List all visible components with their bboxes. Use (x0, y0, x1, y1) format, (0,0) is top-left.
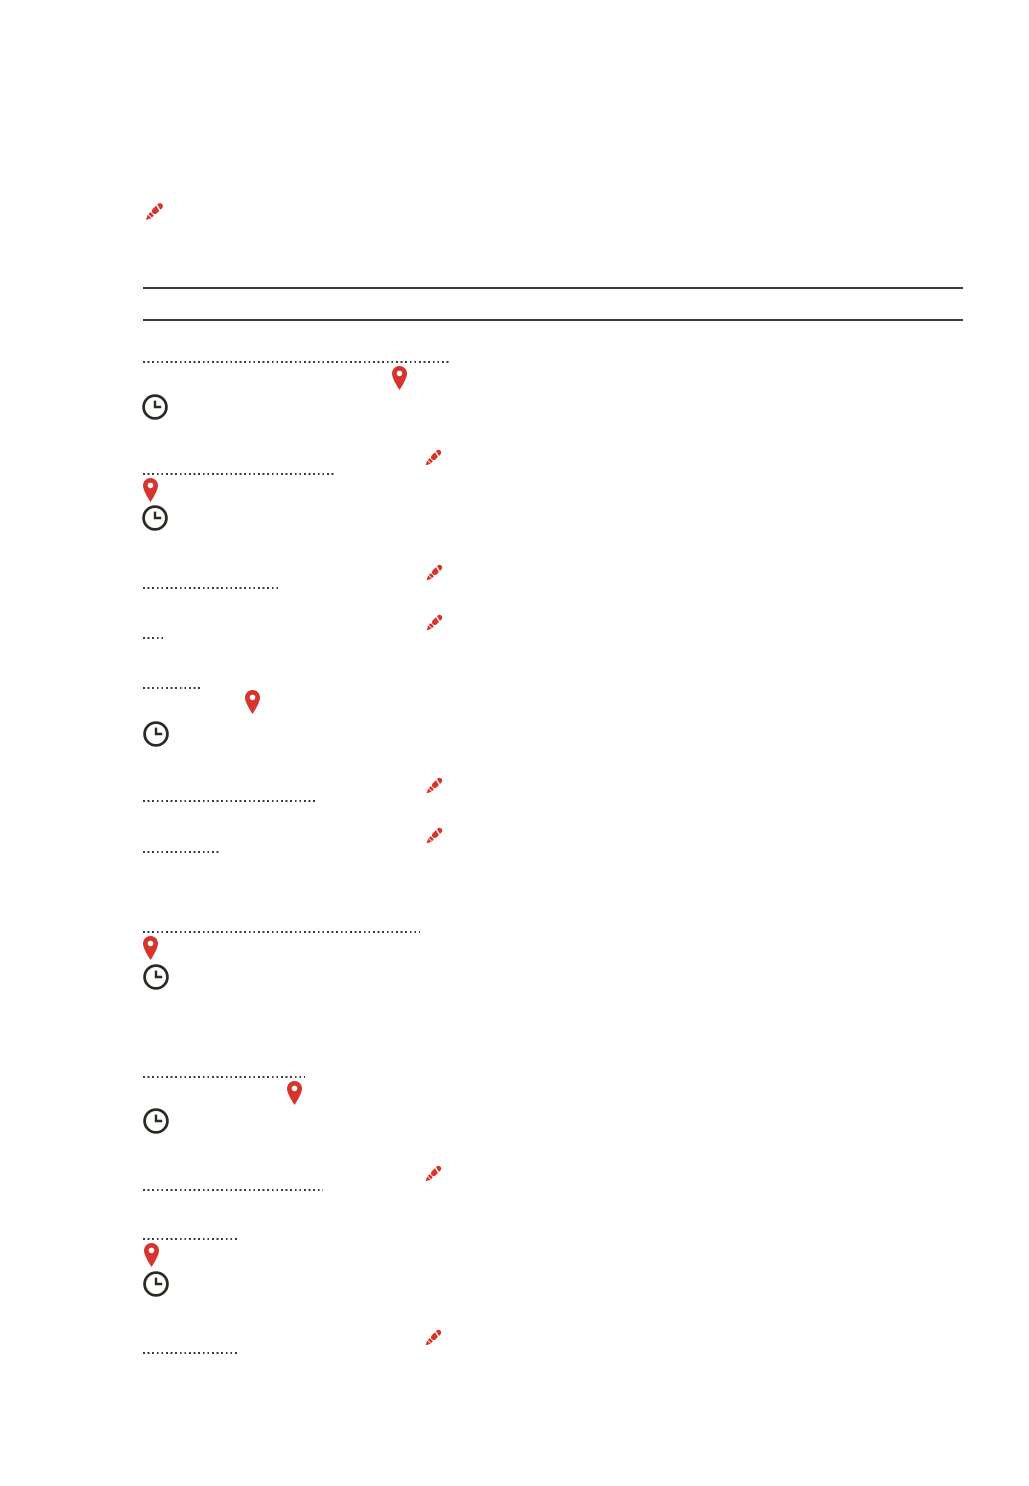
header-rule (143, 319, 963, 321)
clock-icon (142, 505, 168, 531)
dotted-field-line (143, 637, 165, 639)
edit-pen-icon (141, 199, 167, 225)
location-pin-icon (287, 1081, 302, 1105)
location-pin-icon (143, 936, 158, 960)
clock-icon (143, 964, 169, 990)
dotted-field-line (143, 587, 278, 589)
edit-pen-icon (421, 446, 445, 470)
location-pin-icon (392, 366, 407, 390)
dotted-field-line (143, 800, 318, 802)
dotted-field-line (143, 361, 450, 363)
edit-pen-icon (422, 774, 446, 798)
edit-pen-icon (421, 1326, 445, 1350)
edit-pen-icon (422, 561, 446, 585)
location-pin-icon (144, 1243, 159, 1267)
dotted-field-line (143, 687, 203, 689)
dotted-field-line (143, 931, 420, 933)
clock-icon (143, 1108, 169, 1134)
dotted-field-line (143, 1076, 305, 1078)
clock-icon (142, 394, 168, 420)
clock-icon (143, 1271, 169, 1297)
location-pin-icon (143, 478, 158, 502)
edit-pen-icon (422, 824, 446, 848)
dotted-field-line (143, 1189, 323, 1191)
edit-pen-icon (422, 611, 446, 635)
edit-pen-icon (421, 1162, 445, 1186)
dotted-field-line (143, 1238, 237, 1240)
location-pin-icon (245, 690, 260, 714)
clock-icon (143, 721, 169, 747)
dotted-field-line (143, 473, 336, 475)
dotted-field-line (143, 1352, 238, 1354)
header-rule (143, 287, 963, 289)
dotted-field-line (143, 851, 220, 853)
